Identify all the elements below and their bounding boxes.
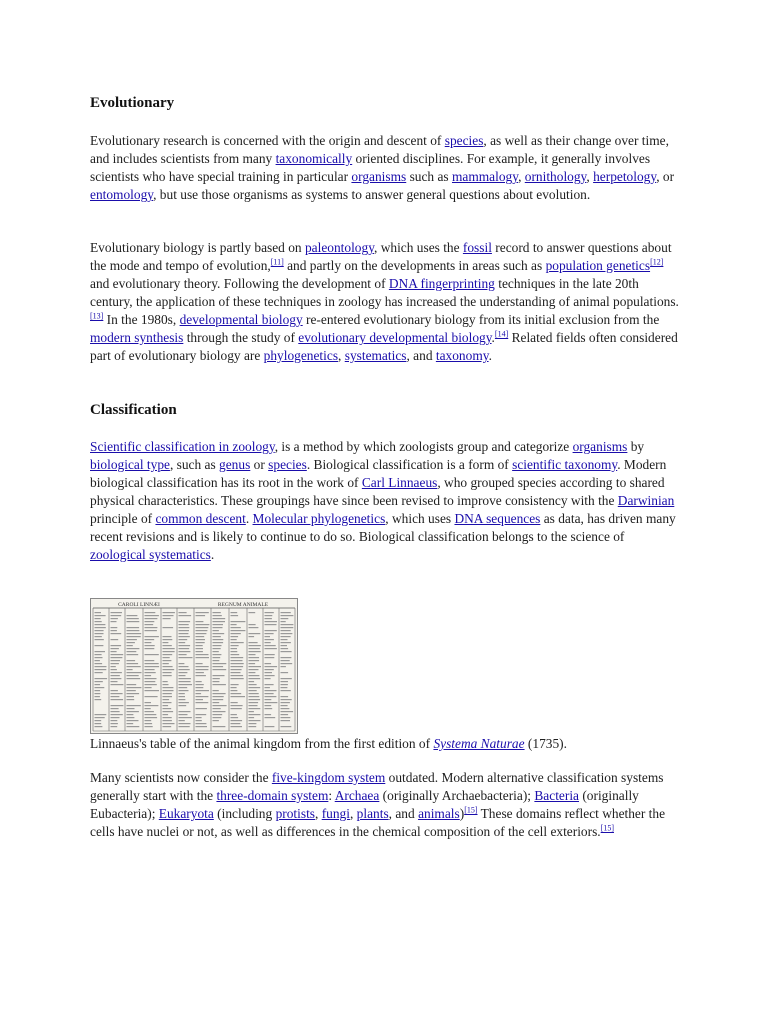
citation: [464, 806, 477, 815]
link-bacteria[interactable]: Bacteria: [534, 788, 579, 803]
link-plants[interactable]: plants: [356, 806, 389, 821]
paragraph-evolutionary-2: Evolutionary biology is partly based on paleontology, which uses the fossil record to answer questions about the mode and tempo of evolution,[11] and partly on the developments in areas such as population genetics[12] and evolutionary theory. Following the development of DNA fingerprinting techniques in the late 20th century, the application of these techniques in zoology has increased the understanding of animal populations.[13] In the 1980s, developmental biology re-entered evolutionary biology from its initial exclusion from the modern synthesis through the study of evolutionary developmental biology.[14] Related fields often considered part of evolutionary biology are phylogenetics, systematics, and taxonomy.: [90, 240, 679, 363]
citation: [90, 312, 103, 321]
link-genus[interactable]: genus: [219, 457, 251, 472]
citation-link[interactable]: [11]: [270, 257, 284, 267]
citation: [601, 824, 614, 833]
link-dna-fingerprinting[interactable]: DNA fingerprinting: [388, 276, 495, 291]
link-fossil[interactable]: fossil: [462, 240, 492, 255]
figure-header-right: REGNUM ANIMALE: [217, 602, 269, 608]
link-organisms[interactable]: organisms: [351, 169, 407, 184]
citation-link[interactable]: [12]: [650, 257, 664, 267]
link-entomology[interactable]: entomology: [90, 187, 154, 202]
link-taxonomically[interactable]: taxonomically: [275, 151, 353, 166]
paragraph-classification-1: Scientific classification in zoology, is a method by which zoologists group and categorize organisms by biological type, such as genus or species. Biological classification is a form of scientific taxonomy. Modern biological classification has its root in the work of Carl Linnaeus, who grouped species according to shared physical characteristics. These groupings have since been revised to improve consistency with the Darwinian principle of common descent. Molecular phylogenetics, which uses DNA sequences as data, has driven many recent revisions and is likely to continue to do so. Biological classification belongs to the science of zoological systematics.: [90, 439, 676, 562]
citation-link[interactable]: [14]: [494, 329, 509, 339]
link-dna-sequences[interactable]: DNA sequences: [454, 511, 541, 526]
link-mammalogy[interactable]: mammalogy: [451, 169, 519, 184]
link-eukaryota[interactable]: Eukaryota: [158, 806, 214, 821]
link-fungi[interactable]: fungi: [321, 806, 350, 821]
link-population-genetics[interactable]: population genetics: [545, 258, 651, 273]
citation-link[interactable]: [15]: [464, 805, 478, 815]
section-heading-classification: Classification: [90, 402, 177, 418]
link-organisms[interactable]: organisms: [572, 439, 628, 454]
link-ornithology[interactable]: ornithology: [524, 169, 587, 184]
figure-header-left: CAROLI LINNÆI: [118, 602, 160, 608]
link-darwinian[interactable]: Darwinian: [617, 493, 675, 508]
paragraph-evolutionary-1: Evolutionary research is concerned with the origin and descent of species, as well as their change over time, and includes scientists from many taxonomically oriented disciplines. For example, it generally involves scientists who have special training in particular organisms such as mammalogy, ornithology, herpetology, or entomology, but use those organisms as systems to answer general questions about evolution.: [90, 133, 675, 202]
link-herpetology[interactable]: herpetology: [593, 169, 657, 184]
citation: [495, 330, 508, 339]
link-molecular-phylogenetics[interactable]: Molecular phylogenetics: [252, 511, 386, 526]
link-zoological-systematics[interactable]: zoological systematics: [90, 547, 211, 562]
section-heading-evolutionary: Evolutionary: [90, 95, 175, 111]
figure-caption: Linnaeus's table of the animal kingdom from the first edition of Systema Naturae (1735).: [90, 736, 567, 751]
link-phylogenetics[interactable]: phylogenetics: [263, 348, 339, 363]
linnaeus-table-image[interactable]: [90, 598, 298, 734]
link-common-descent[interactable]: common descent: [155, 511, 246, 526]
link-species[interactable]: species: [268, 457, 307, 472]
link-carl-linnaeus[interactable]: Carl Linnaeus: [361, 475, 438, 490]
link-developmental-biology[interactable]: developmental biology: [179, 312, 303, 327]
link-animals[interactable]: animals: [418, 806, 460, 821]
link-five-kingdom-system[interactable]: five-kingdom system: [271, 770, 386, 785]
link-biological-type[interactable]: biological type: [90, 457, 170, 472]
link-species[interactable]: species: [444, 133, 484, 148]
link-archaea[interactable]: Archaea: [334, 788, 380, 803]
paragraph-classification-2: Many scientists now consider the five-kingdom system outdated. Modern alternative classification systems generally start with the three-domain system: Archaea (originally Archaebacteria); Bacteria (originally Eubacteria); Eukaryota (including protists, fungi, plants, and animals)[15] These domains reflect whether the cells have nuclei or not, as well as differences in the chemical composition of the cell exteriors.[15]: [90, 770, 666, 839]
linnaeus-table-graphic: [91, 599, 297, 733]
link-three-domain-system[interactable]: three-domain system: [216, 788, 329, 803]
link-taxonomy[interactable]: taxonomy: [435, 348, 489, 363]
link-evolutionary-developmental-biology[interactable]: evolutionary developmental biology: [298, 330, 492, 345]
link-systema-naturae[interactable]: Systema Naturae: [433, 736, 525, 751]
link-scientific-classification-in-zoology[interactable]: Scientific classification in zoology: [90, 439, 275, 454]
link-systematics[interactable]: systematics: [344, 348, 407, 363]
citation-link[interactable]: [13]: [90, 311, 104, 321]
citation: [650, 258, 663, 267]
link-protists[interactable]: protists: [275, 806, 315, 821]
citation: [271, 258, 284, 267]
link-scientific-taxonomy[interactable]: scientific taxonomy: [512, 457, 618, 472]
citation-link[interactable]: [15]: [600, 823, 614, 833]
link-modern-synthesis[interactable]: modern synthesis: [90, 330, 184, 345]
link-paleontology[interactable]: paleontology: [304, 240, 375, 255]
